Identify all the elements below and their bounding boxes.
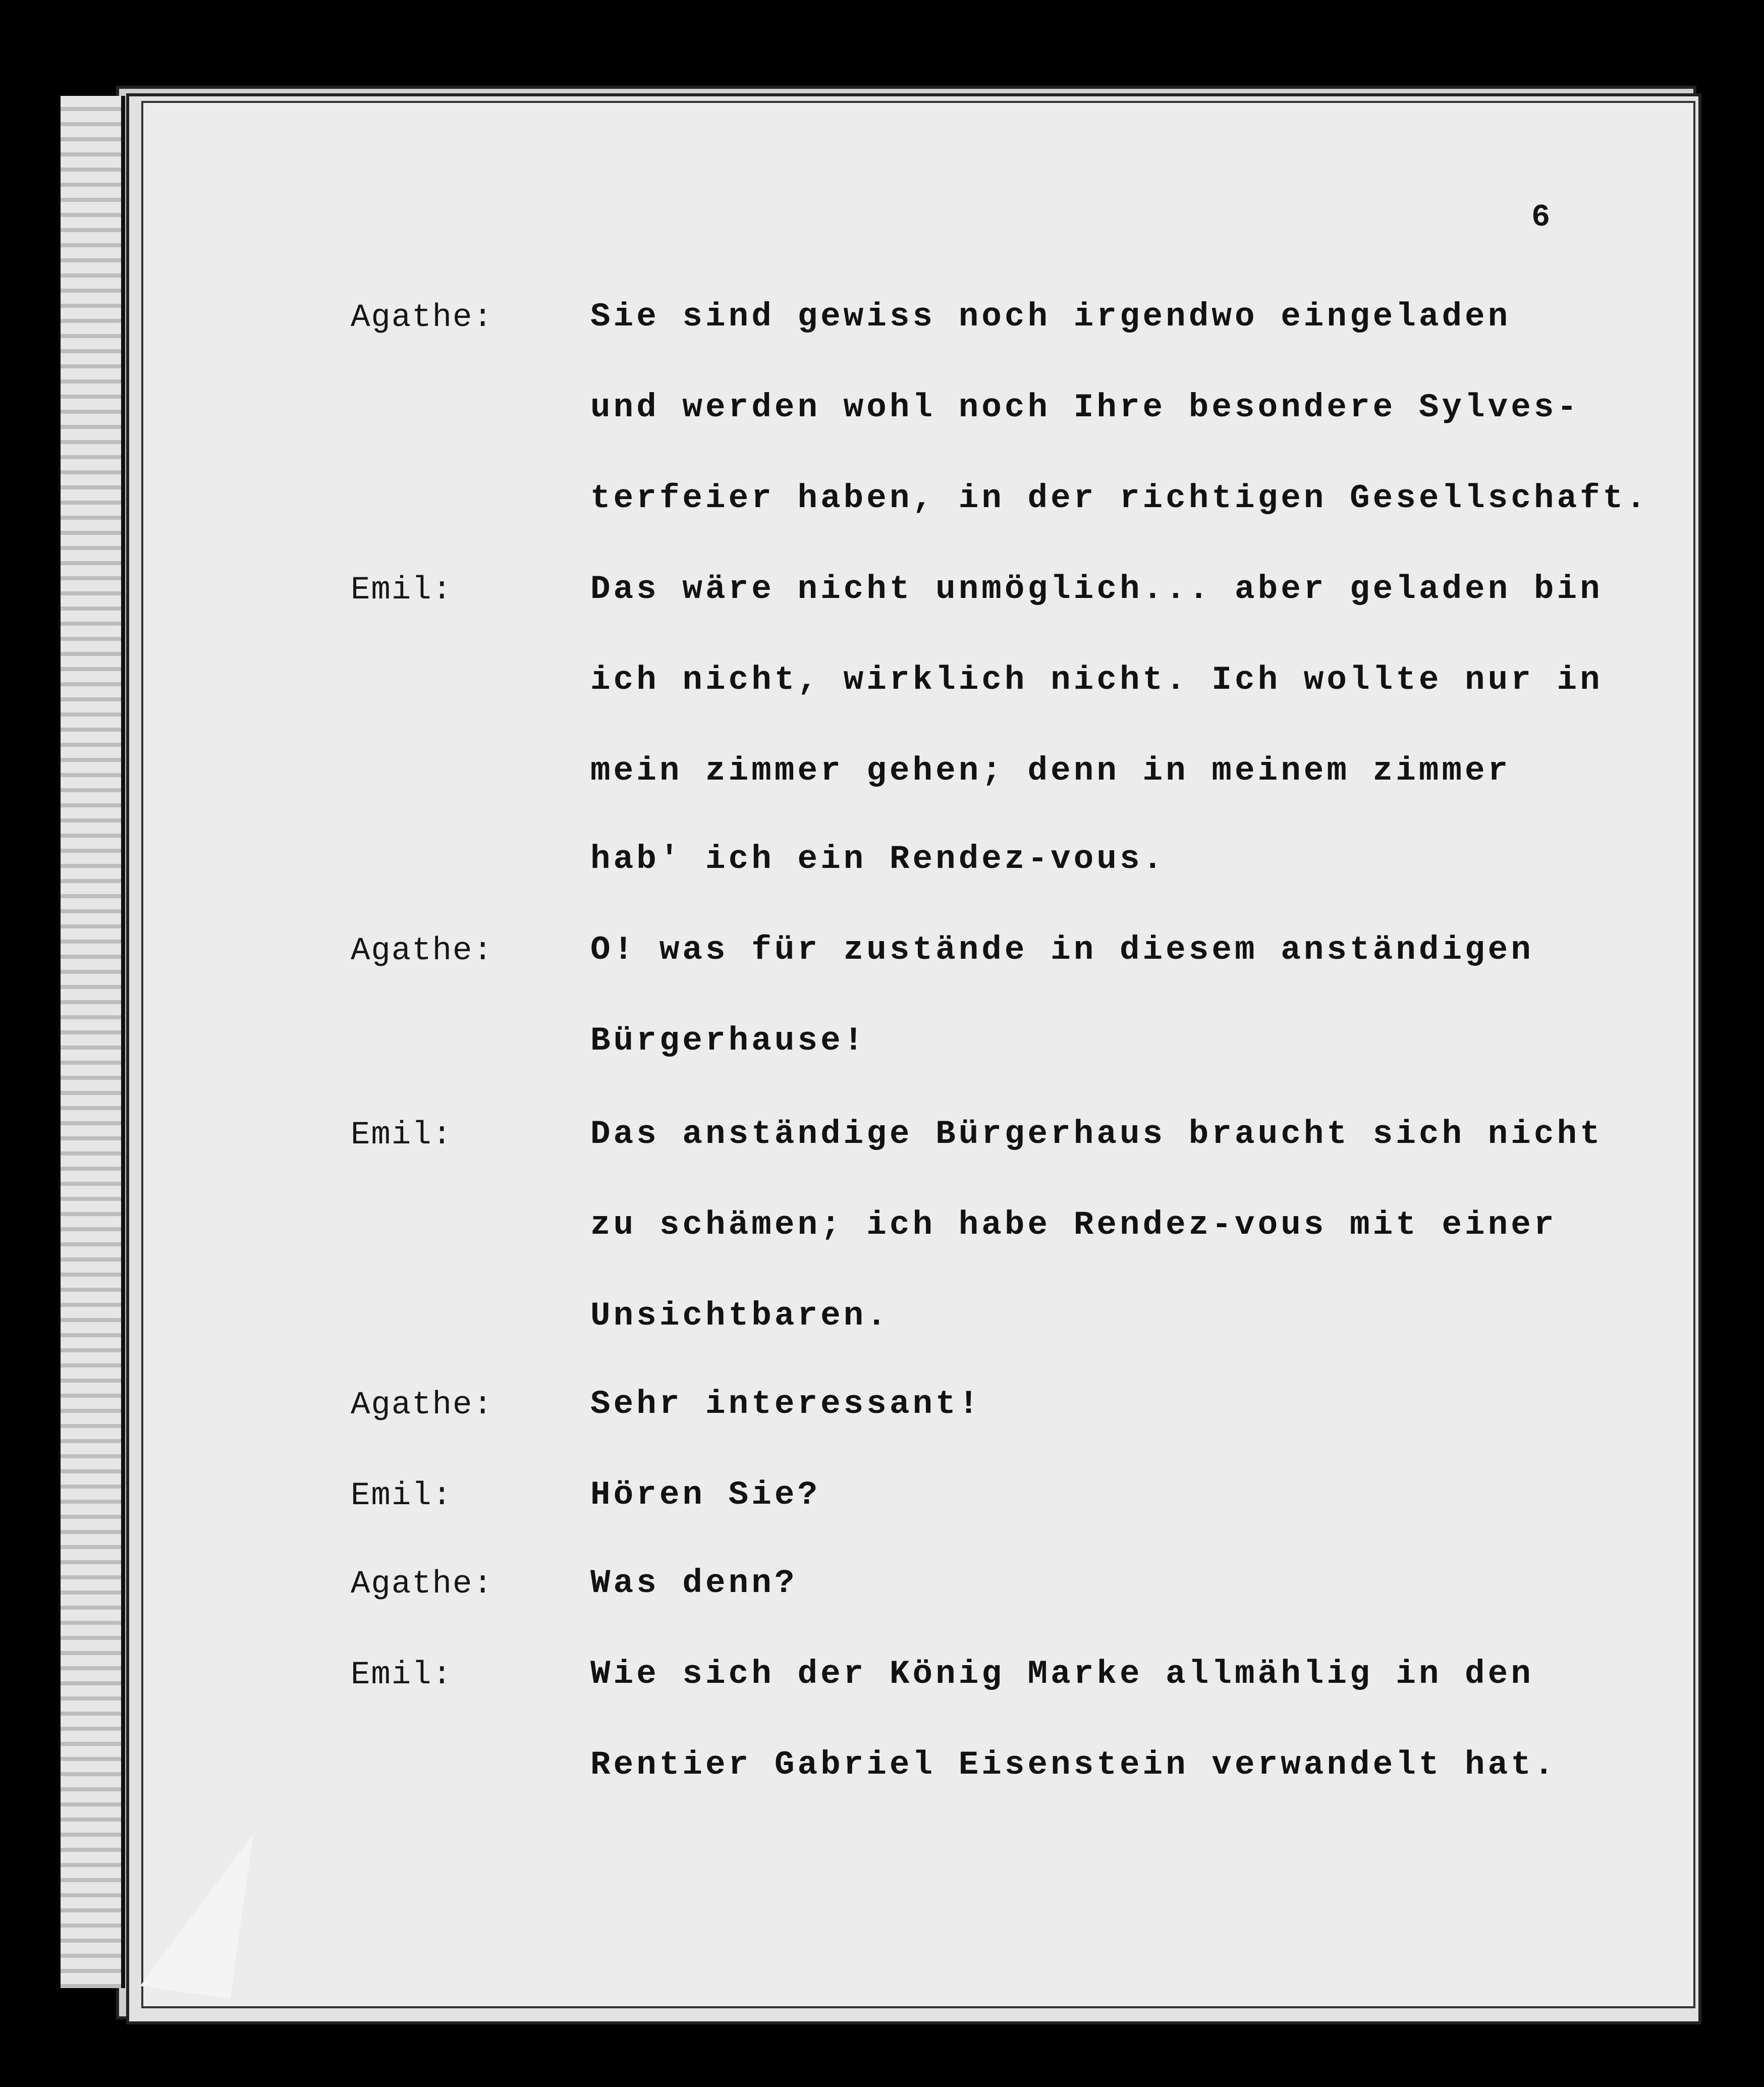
dialogue-line: Unsichtbaren.: [590, 1297, 890, 1335]
speaker-label: Agathe:: [351, 1387, 493, 1423]
speaker-label: Emil:: [351, 1117, 453, 1154]
dialogue-line: hab' ich ein Rendez-vous.: [590, 840, 1166, 878]
page-stack-edge: [61, 96, 125, 1988]
dialogue-line: O! was für zustände in diesem anständigen: [590, 931, 1534, 969]
dialogue-line: mein zimmer gehen; denn in meinem zimmer: [590, 752, 1511, 790]
dialogue-line: zu schämen; ich habe Rendez-vous mit einer: [590, 1206, 1557, 1244]
page-number: 6: [1531, 199, 1551, 235]
dialogue-line: Das wäre nicht unmöglich... aber geladen bin: [590, 570, 1603, 608]
speaker-label: Emil:: [351, 1657, 453, 1693]
speaker-label: Agathe:: [351, 300, 493, 336]
dialogue-line: Wie sich der König Marke allmählig in den: [590, 1655, 1534, 1693]
speaker-label: Emil:: [351, 572, 453, 609]
dialogue-line: Sehr interessant!: [590, 1385, 982, 1423]
dialogue-line: Was denn?: [590, 1564, 798, 1602]
dialogue-line: terfeier haben, in der richtigen Gesellschaft.: [590, 479, 1649, 517]
dialogue-line: Rentier Gabriel Eisenstein verwandelt hat.: [590, 1746, 1557, 1784]
dialogue-line: und werden wohl noch Ihre besondere Sylves-: [590, 389, 1580, 426]
speaker-label: Emil:: [351, 1478, 453, 1514]
dialogue-line: Hören Sie?: [590, 1476, 821, 1514]
dialogue-line: Bürgerhause!: [590, 1022, 867, 1060]
dialogue-line: ich nicht, wirklich nicht. Ich wollte nur in: [590, 661, 1603, 699]
typescript-page: [141, 101, 1695, 2008]
speaker-label: Agathe:: [351, 1566, 493, 1603]
dialogue-line: Das anständige Bürgerhaus braucht sich nicht: [590, 1115, 1603, 1153]
dialogue-line: Sie sind gewiss noch irgendwo eingeladen: [590, 298, 1511, 336]
speaker-label: Agathe:: [351, 933, 493, 969]
